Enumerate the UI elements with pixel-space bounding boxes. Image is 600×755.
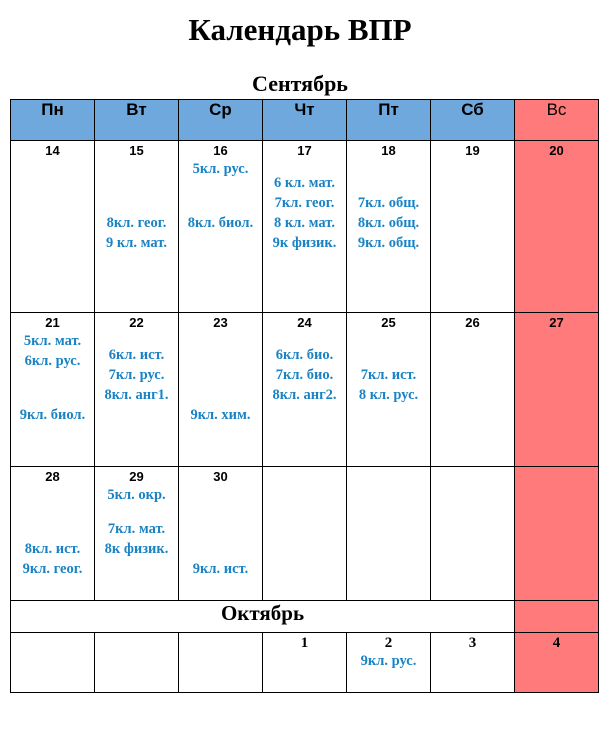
day-cell (11, 633, 95, 693)
day-cell (347, 467, 431, 601)
event-item: 9кл. геог. (22, 561, 83, 577)
day-number: 16 (213, 143, 228, 158)
event-item: 8кл. анг1. (104, 387, 169, 403)
day-cell (347, 633, 431, 693)
day-number: 27 (549, 315, 564, 330)
week-row (11, 141, 599, 313)
day-number: 17 (297, 143, 312, 158)
event-item: 8кл. геог. (106, 215, 167, 231)
day-number: 14 (45, 143, 60, 158)
event-item: 9к физик. (272, 235, 337, 251)
day-cell (95, 141, 179, 313)
day-number: 15 (129, 143, 144, 158)
weekday-tue: Вт (95, 100, 179, 141)
day-cell (179, 467, 263, 601)
calendar-table (10, 99, 599, 693)
day-cell (431, 633, 515, 693)
day-cell (95, 633, 179, 693)
day-cell (431, 313, 515, 467)
weekday-mon: Пн (11, 100, 95, 141)
week-row (11, 313, 599, 467)
day-cell (263, 467, 347, 601)
day-cell-sunday (515, 601, 599, 633)
event-item: 8 кл. мат. (274, 215, 335, 231)
event-item: 5кл. мат. (23, 333, 82, 349)
event-item: 9кл. ист. (192, 561, 249, 577)
day-cell (263, 141, 347, 313)
day-number: 29 (129, 469, 144, 484)
event-item: 8кл. общ. (357, 215, 420, 231)
weekday-fri: Пт (347, 100, 431, 141)
weekday-wed: Ср (179, 100, 263, 141)
day-number: 3 (468, 635, 477, 651)
day-number: 26 (465, 315, 480, 330)
day-cell (95, 467, 179, 601)
month-title-september: Сентябрь (252, 71, 348, 96)
day-cell (11, 141, 95, 313)
event-item: 8 кл. рус. (358, 387, 419, 403)
day-number: 25 (381, 315, 396, 330)
weekday-thu: Чт (263, 100, 347, 141)
day-cell (347, 313, 431, 467)
day-cell (11, 313, 95, 467)
event-item: 5кл. окр. (107, 487, 166, 503)
day-cell-sunday (515, 313, 599, 467)
weekday-header-row (11, 100, 599, 141)
event-item: 7кл. био. (275, 367, 334, 383)
day-cell (347, 141, 431, 313)
day-cell (95, 313, 179, 467)
event-item: 6кл. рус. (24, 353, 81, 369)
week-row (11, 633, 599, 693)
week-row (11, 467, 599, 601)
event-item: 7кл. ист. (360, 367, 417, 383)
month-title-october: Октябрь (11, 601, 515, 633)
event-item: 8кл. биол. (187, 215, 254, 231)
event-item: 6кл. ист. (108, 347, 165, 363)
day-cell-sunday (515, 467, 599, 601)
day-number: 20 (549, 143, 564, 158)
day-cell (179, 141, 263, 313)
day-number: 28 (45, 469, 60, 484)
day-cell-sunday (515, 141, 599, 313)
day-cell (431, 467, 515, 601)
event-item: 9кл. хим. (190, 407, 251, 423)
event-item: 7кл. мат. (107, 521, 166, 537)
day-cell (179, 313, 263, 467)
page-title: Календарь ВПР (188, 12, 412, 47)
day-cell (11, 467, 95, 601)
event-item: 6 кл. мат. (274, 175, 335, 191)
day-number: 30 (213, 469, 228, 484)
event-item: 9кл. общ. (357, 235, 420, 251)
day-number: 18 (381, 143, 396, 158)
day-number: 19 (465, 143, 480, 158)
day-number: 2 (384, 635, 393, 651)
day-number: 22 (129, 315, 144, 330)
day-cell (263, 633, 347, 693)
day-number: 24 (297, 315, 312, 330)
day-number: 21 (45, 315, 60, 330)
month-row-october (11, 601, 599, 633)
event-item: 8кл. ист. (24, 541, 81, 557)
day-number: 4 (552, 635, 561, 651)
event-item: 9 кл. мат. (106, 235, 167, 251)
event-item: 8к физик. (104, 541, 169, 557)
day-cell-sunday (515, 633, 599, 693)
weekday-sun: Вс (515, 100, 599, 141)
day-cell (179, 633, 263, 693)
event-item: 7кл. геог. (274, 195, 335, 211)
event-item: 8кл. анг2. (272, 387, 337, 403)
day-number: 23 (213, 315, 228, 330)
event-item: 6кл. био. (275, 347, 334, 363)
event-item: 9кл. биол. (19, 407, 86, 423)
event-item: 7кл. общ. (357, 195, 420, 211)
day-cell (431, 141, 515, 313)
day-number: 1 (300, 635, 309, 651)
event-item: 5кл. рус. (192, 161, 249, 177)
event-item: 9кл. рус. (360, 653, 417, 669)
event-item: 7кл. рус. (108, 367, 165, 383)
day-cell (263, 313, 347, 467)
weekday-sat: Сб (431, 100, 515, 141)
